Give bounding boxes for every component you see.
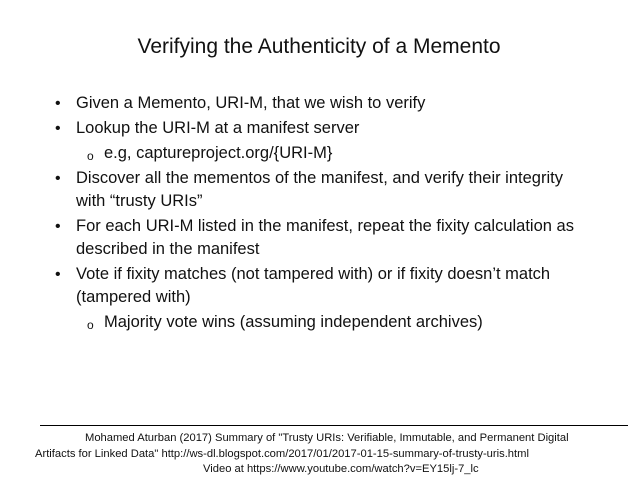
- sub-bullet-item: [0, 311, 638, 334]
- bullet-marker: •: [55, 266, 61, 283]
- bullet-marker: •: [55, 95, 61, 112]
- sub-bullet-text: Majority vote wins (assuming independent archives): [104, 313, 483, 331]
- bullet-item: [0, 92, 638, 115]
- bullet-text: Vote if fixity matches (not tampered with) or if fixity doesn’t match (tampered with): [76, 265, 551, 306]
- bullet-text: Discover all the mementos of the manifest, and verify their integrity with “trusty URIs”: [76, 169, 563, 210]
- bullet-item: [0, 215, 638, 261]
- footer-divider: [40, 425, 628, 426]
- slide-title: Verifying the Authenticity of a Memento: [137, 35, 501, 58]
- video-link-line: Video at https://www.youtube.com/watch?v=EY15lj-7_lc: [203, 463, 479, 475]
- bullet-item: [0, 167, 638, 213]
- footer-citation: [35, 431, 635, 478]
- bullet-item: [0, 117, 638, 140]
- bullet-marker: •: [55, 218, 61, 235]
- sub-bullet-marker: o: [87, 149, 94, 163]
- sub-bullet-marker: o: [87, 318, 94, 332]
- sub-bullet-item: [0, 142, 638, 165]
- bullet-marker: •: [55, 170, 61, 187]
- bullet-text: For each URI-M listed in the manifest, repeat the fixity calculation as described in the manifest: [76, 217, 574, 258]
- bullet-text: Given a Memento, URI-M, that we wish to verify: [76, 94, 426, 112]
- citation-line: Mohamed Aturban (2017) Summary of "Trusty URIs: Verifiable, Immutable, and Permanent Digital: [85, 432, 569, 444]
- citation-line: Artifacts for Linked Data" http://ws-dl.blogspot.com/2017/01/2017-01-15-summary-of-trusty-uris.html: [35, 447, 529, 460]
- bullet-list: [0, 92, 638, 336]
- bullet-item: [0, 263, 638, 309]
- bullet-marker: •: [55, 120, 61, 137]
- bullet-text: Lookup the URI-M at a manifest server: [76, 119, 360, 137]
- sub-bullet-text: e.g, captureproject.org/{URI-M}: [104, 144, 333, 162]
